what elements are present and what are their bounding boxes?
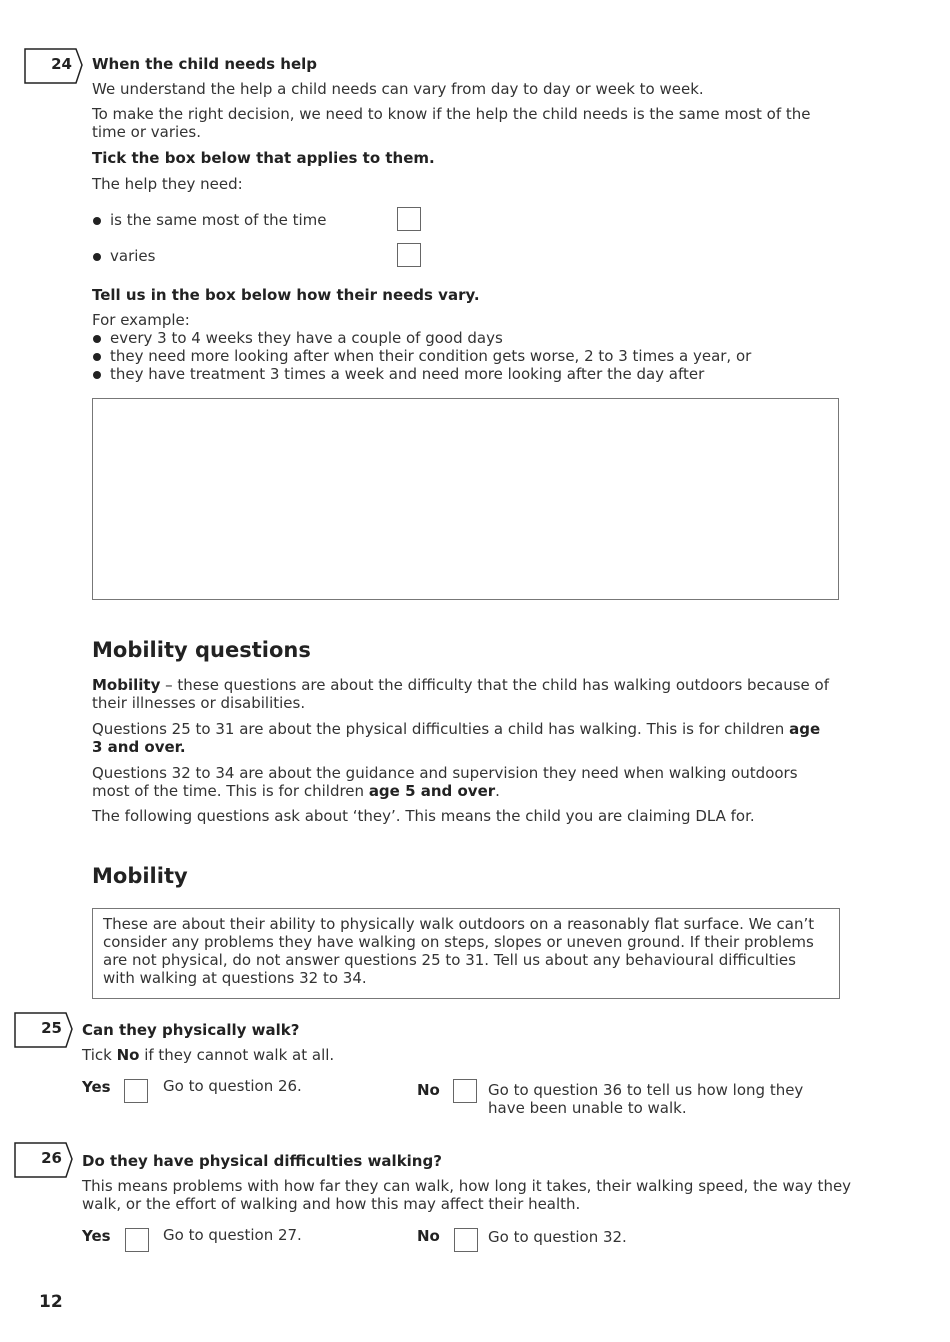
q24-paragraph-1: We understand the help a child needs can vary from day to day or week to week. (92, 80, 704, 98)
q24-instruction: Tick the box below that applies to them. (92, 149, 435, 167)
q25-no-emphasis: No (116, 1046, 140, 1064)
q24-example: they need more looking after when their condition gets worse, 2 to 3 times a year, or (92, 347, 832, 365)
q24-lead: The help they need: (92, 175, 243, 193)
q25-no-label: No (417, 1081, 440, 1099)
q24-needs-vary-textbox[interactable] (92, 398, 839, 600)
q25-instruction (82, 1046, 334, 1064)
q24-options-2 (92, 247, 392, 265)
q25-yes-instruction: Go to question 26. (163, 1077, 302, 1095)
q26-yes-label: Yes (82, 1227, 111, 1245)
question-number-25: 25 (14, 1012, 78, 1044)
question-number-24: 24 (24, 48, 88, 80)
q25-yes-checkbox[interactable] (124, 1079, 148, 1103)
q26-title: Do they have physical difficulties walking? (82, 1152, 442, 1170)
q24-option-varies: varies (92, 247, 392, 265)
q26-yes-checkbox[interactable] (125, 1228, 149, 1252)
q24-paragraph-2: To make the right decision, we need to know if the help the child needs is the same most of the time or varies. (92, 105, 811, 141)
q25-title: Can they physically walk? (82, 1021, 300, 1039)
age-5-emphasis: age 5 and over (368, 782, 496, 800)
q26-description: This means problems with how far they can walk, how long it takes, their walking speed, the way they walk, or the effort of walking and how this may affect their health. (82, 1177, 852, 1213)
q24-title: When the child needs help (92, 55, 317, 73)
q24-example: they have treatment 3 times a week and need more looking after the day after (92, 365, 832, 383)
q25-yes-label: Yes (82, 1078, 111, 1096)
mobility-paragraph-2-text: Questions 25 to 31 are about the physical difficulties a child has walking. This is for children (92, 720, 790, 738)
page-number: 12 (39, 1292, 63, 1312)
q25-instruction-pre: Tick (82, 1046, 117, 1064)
q25-instruction-post: if they cannot walk at all. (139, 1046, 335, 1064)
mobility-paragraph-3-end: . (495, 782, 500, 800)
q24-option-same: is the same most of the time (92, 211, 392, 229)
q26-no-instruction: Go to question 32. (488, 1228, 627, 1246)
checkbox-varies[interactable] (397, 243, 421, 267)
question-number-26: 26 (14, 1142, 78, 1174)
mobility-paragraph-3 (92, 764, 832, 800)
q24-options (92, 211, 392, 229)
mobility-paragraph-1 (92, 676, 832, 712)
q26-yes-instruction: Go to question 27. (163, 1226, 302, 1244)
q24-example-lead: For example: (92, 311, 190, 329)
q24-examples (92, 329, 832, 383)
mobility-paragraph-3-text: Questions 32 to 34 are about the guidance and supervision they need when walking outdoors most of the time. This is for children (92, 764, 798, 800)
mobility-paragraph-2 (92, 720, 832, 756)
mobility-paragraph-4: The following questions ask about ‘they’. This means the child you are claiming DLA for. (92, 807, 755, 825)
mobility-questions-heading: Mobility questions (92, 638, 311, 662)
q24-vary-instruction: Tell us in the box below how their needs vary. (92, 286, 480, 304)
checkbox-same-most-of-time[interactable] (397, 207, 421, 231)
q26-no-label: No (417, 1227, 440, 1245)
mobility-term: Mobility (92, 676, 161, 694)
mobility-paragraph-1-text: – these questions are about the difficulty that the child has walking outdoors because of their illnesses or disabilities. (92, 676, 830, 712)
q24-example: every 3 to 4 weeks they have a couple of good days (92, 329, 832, 347)
q26-no-checkbox[interactable] (454, 1228, 478, 1252)
age-3-emphasis: age 3 and over. (92, 720, 821, 756)
q25-no-instruction: Go to question 36 to tell us how long they have been unable to walk. (488, 1081, 804, 1117)
q25-no-checkbox[interactable] (453, 1079, 477, 1103)
mobility-info-box: These are about their ability to physically walk outdoors on a reasonably flat surface. We can’t consider any problems they have walking on steps, slopes or uneven ground. If their problems are not physical, do not answer questions 25 to 31. Tell us about any behavioural difficulties with walking at questions 32 to 34. (92, 908, 840, 999)
mobility-heading: Mobility (92, 864, 188, 888)
